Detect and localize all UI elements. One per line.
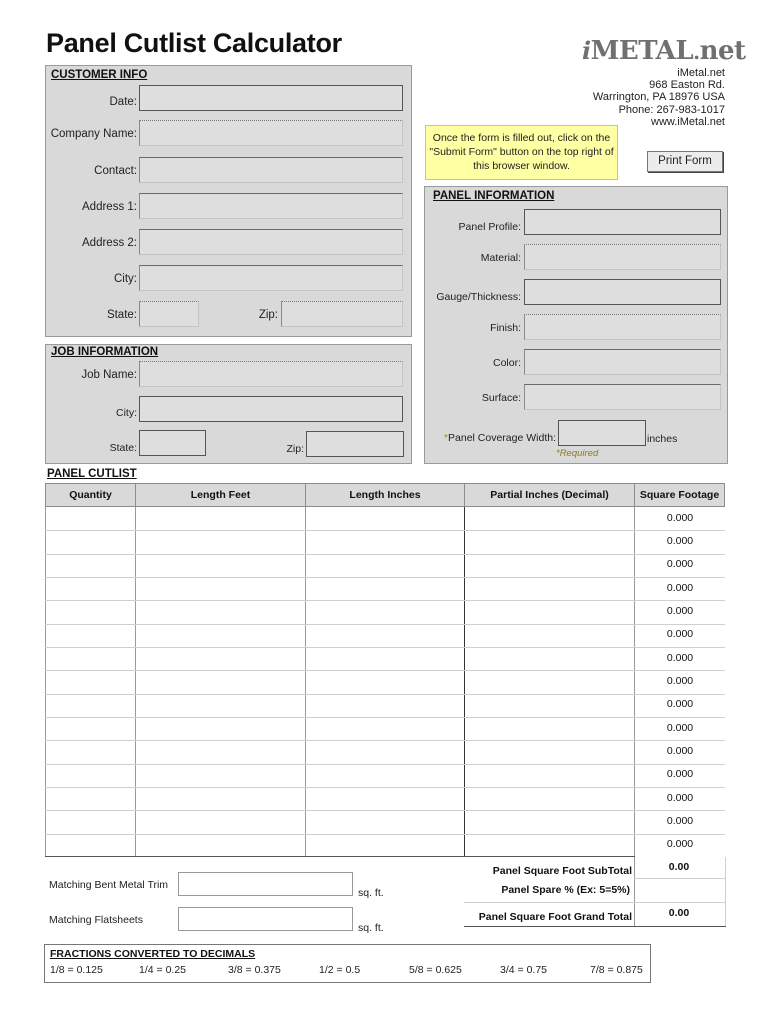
length-inches-cell[interactable] [306,508,464,529]
partial-inches-cell[interactable] [465,835,634,856]
gauge-thickness-label: Gauge/Thickness: [436,291,521,303]
partial-inches-cell[interactable] [465,765,634,786]
fraction-item: 3/8 = 0.375 [228,964,281,976]
address-line: 968 Easton Rd. [649,79,725,92]
flatsheets-unit: sq. ft. [358,922,384,934]
partial-inches-cell[interactable] [465,555,634,576]
length-inches-cell[interactable] [306,811,464,832]
square-footage-cell: 0.000 [666,534,694,547]
surface-field[interactable] [524,384,721,410]
quantity-cell[interactable] [46,508,135,529]
totals-row-divider [464,902,725,903]
length-feet-cell[interactable] [136,508,305,529]
partial-inches-cell[interactable] [465,625,634,646]
bent-metal-trim-field[interactable] [178,872,353,896]
fractions-title: FRACTIONS CONVERTED TO DECIMALS [50,948,256,960]
coverage-width-label: *Panel Coverage Width: [443,432,556,444]
length-inches-cell[interactable] [306,695,464,716]
customer-info-title: CUSTOMER INFO [51,69,148,81]
coverage-width-field[interactable] [558,420,646,446]
length-inches-cell[interactable] [306,671,464,692]
column-header-partial-inches: Partial Inches (Decimal) [464,483,635,507]
square-footage-cell: 0.000 [666,628,694,641]
contact-field[interactable] [139,157,403,183]
length-inches-cell[interactable] [306,648,464,669]
partial-inches-cell[interactable] [465,741,634,762]
partial-inches-cell[interactable] [465,788,634,809]
length-feet-cell[interactable] [136,671,305,692]
partial-inches-cell[interactable] [465,531,634,552]
length-inches-cell[interactable] [306,555,464,576]
flatsheets-field[interactable] [178,907,353,931]
job-zip-field[interactable] [306,431,404,457]
color-label: Color: [492,357,521,369]
square-footage-cell: 0.000 [666,604,694,617]
totals-right-border [725,857,726,927]
material-field[interactable] [524,244,721,270]
company-name-label: Company Name: [50,128,137,140]
length-feet-cell[interactable] [136,765,305,786]
finish-field[interactable] [524,314,721,340]
panel-cutlist-title: PANEL CUTLIST [47,468,137,480]
length-feet-cell[interactable] [136,601,305,622]
bent-metal-trim-label: Matching Bent Metal Trim [49,879,169,891]
table-row [45,787,725,810]
length-feet-cell[interactable] [136,578,305,599]
quantity-cell[interactable] [46,695,135,716]
zip-label: Zip: [258,309,278,321]
page-title: Panel Cutlist Calculator [46,28,342,58]
partial-inches-cell[interactable] [465,671,634,692]
totals-bottom-border [464,926,726,927]
zip-field[interactable] [281,301,403,327]
length-inches-cell[interactable] [306,578,464,599]
partial-inches-cell[interactable] [465,648,634,669]
quantity-cell[interactable] [46,835,135,856]
coverage-unit: inches [647,433,678,445]
length-inches-cell[interactable] [306,765,464,786]
length-inches-cell[interactable] [306,835,464,856]
job-state-label: State: [109,442,137,454]
length-inches-cell[interactable] [306,625,464,646]
table-row [45,717,725,740]
job-zip-label: Zip: [286,443,304,455]
length-inches-cell[interactable] [306,741,464,762]
quantity-cell[interactable] [46,671,135,692]
company-address [593,67,725,128]
panel-profile-field[interactable] [524,209,721,235]
address-line: Phone: 267-983-1017 [618,103,725,116]
table-row [45,507,725,530]
length-inches-cell[interactable] [306,531,464,552]
square-footage-cell: 0.000 [666,768,694,781]
flatsheets-label: Matching Flatsheets [49,914,143,926]
partial-inches-cell[interactable] [465,578,634,599]
table-row [45,624,725,647]
spare-percent-field[interactable] [635,879,725,902]
address-line: iMetal.net [677,67,725,79]
finish-label: Finish: [490,322,521,334]
job-city-field[interactable] [139,396,403,422]
table-row [45,834,725,857]
fraction-item: 3/4 = 0.75 [500,964,547,976]
square-footage-cell: 0.000 [666,558,694,571]
table-row [45,647,725,670]
square-footage-cell: 0.000 [666,791,694,804]
material-label: Material: [480,252,521,264]
table-row [45,764,725,787]
square-footage-cell: 0.000 [666,744,694,757]
cutlist-rows [45,507,725,857]
length-feet-cell[interactable] [136,625,305,646]
partial-inches-cell[interactable] [465,601,634,622]
table-row [45,810,725,833]
table-row [45,554,725,577]
quantity-cell[interactable] [46,648,135,669]
length-feet-cell[interactable] [136,695,305,716]
print-form-button[interactable]: Print Form [647,151,723,172]
subtotal-label: Panel Square Foot SubTotal [492,865,632,877]
address2-label: Address 2: [82,237,137,249]
column-header-length-feet: Length Feet [135,483,306,507]
required-note: *Required [556,448,599,459]
fraction-item: 1/4 = 0.25 [139,964,186,976]
length-feet-cell[interactable] [136,648,305,669]
gauge-thickness-field[interactable] [524,279,721,305]
square-footage-cell: 0.000 [666,698,694,711]
quantity-cell[interactable] [46,555,135,576]
square-footage-cell: 0.000 [666,581,694,594]
length-feet-cell[interactable] [136,555,305,576]
length-inches-cell[interactable] [306,788,464,809]
length-feet-cell[interactable] [136,531,305,552]
panel-profile-label: Panel Profile: [458,221,521,233]
fraction-item: 1/8 = 0.125 [50,964,103,976]
address1-label: Address 1: [82,201,137,213]
company-name-field[interactable] [139,120,403,146]
job-city-label: City: [116,407,137,419]
table-row [45,600,725,623]
surface-label: Surface: [481,392,521,404]
quantity-cell[interactable] [46,718,135,739]
length-feet-cell[interactable] [136,811,305,832]
partial-inches-cell[interactable] [465,508,634,529]
job-info-title: JOB INFORMATION [51,346,159,358]
color-field[interactable] [524,349,721,375]
address-line: www.iMetal.net [651,115,725,128]
job-name-field[interactable] [139,361,403,387]
column-header-length-inches: Length Inches [305,483,465,507]
square-footage-cell: 0.000 [666,651,694,664]
quantity-cell[interactable] [46,625,135,646]
bent-metal-trim-unit: sq. ft. [358,887,384,899]
table-row [45,670,725,693]
column-header-square-footage: Square Footage [634,483,725,507]
fraction-item: 7/8 = 0.875 [590,964,643,976]
state-field[interactable] [139,301,199,327]
date-field[interactable] [139,85,403,111]
address1-field[interactable] [139,193,403,219]
partial-inches-cell[interactable] [465,695,634,716]
length-feet-cell[interactable] [136,718,305,739]
panel-info-title: PANEL INFORMATION [433,190,555,202]
quantity-cell[interactable] [46,788,135,809]
square-footage-cell: 0.000 [666,674,694,687]
quantity-cell[interactable] [46,531,135,552]
partial-inches-cell[interactable] [465,811,634,832]
square-footage-cell: 0.000 [666,511,694,524]
address-line: Warrington, PA 18976 USA [592,91,725,104]
length-inches-cell[interactable] [306,601,464,622]
column-header-quantity: Quantity [45,483,136,507]
grand-total-label: Panel Square Foot Grand Total [478,911,632,923]
fraction-item: 1/2 = 0.5 [319,964,361,976]
square-footage-cell: 0.000 [666,814,694,827]
city-field[interactable] [139,265,403,291]
length-inches-cell[interactable] [306,718,464,739]
grand-total-value: 0.00 [668,907,690,919]
table-row [45,530,725,553]
quantity-cell[interactable] [46,601,135,622]
quantity-cell[interactable] [46,741,135,762]
date-label: Date: [109,96,137,108]
length-feet-cell[interactable] [136,835,305,856]
city-label: City: [114,273,137,285]
length-feet-cell[interactable] [136,741,305,762]
table-row [45,694,725,717]
fraction-item: 5/8 = 0.625 [409,964,462,976]
length-feet-cell[interactable] [136,788,305,809]
square-footage-cell: 0.000 [666,838,694,851]
spare-percent-label: Panel Spare % (Ex: 5=5%) [501,884,630,896]
required-star: * [443,432,449,444]
quantity-cell[interactable] [46,811,135,832]
job-name-label: Job Name: [81,369,137,381]
submit-notice: Once the form is filled out, click on the "Submit Form" button on the top right of this browser window. [425,125,618,180]
quantity-cell[interactable] [46,578,135,599]
subtotal-value: 0.00 [668,861,690,873]
state-label: State: [106,309,137,321]
job-state-field[interactable] [139,430,206,456]
imetal-logo: iMETAL.net [582,36,746,66]
address2-field[interactable] [139,229,403,255]
table-row [45,740,725,763]
quantity-cell[interactable] [46,765,135,786]
contact-label: Contact: [94,165,137,177]
partial-inches-cell[interactable] [465,718,634,739]
table-row [45,577,725,600]
square-footage-cell: 0.000 [666,721,694,734]
